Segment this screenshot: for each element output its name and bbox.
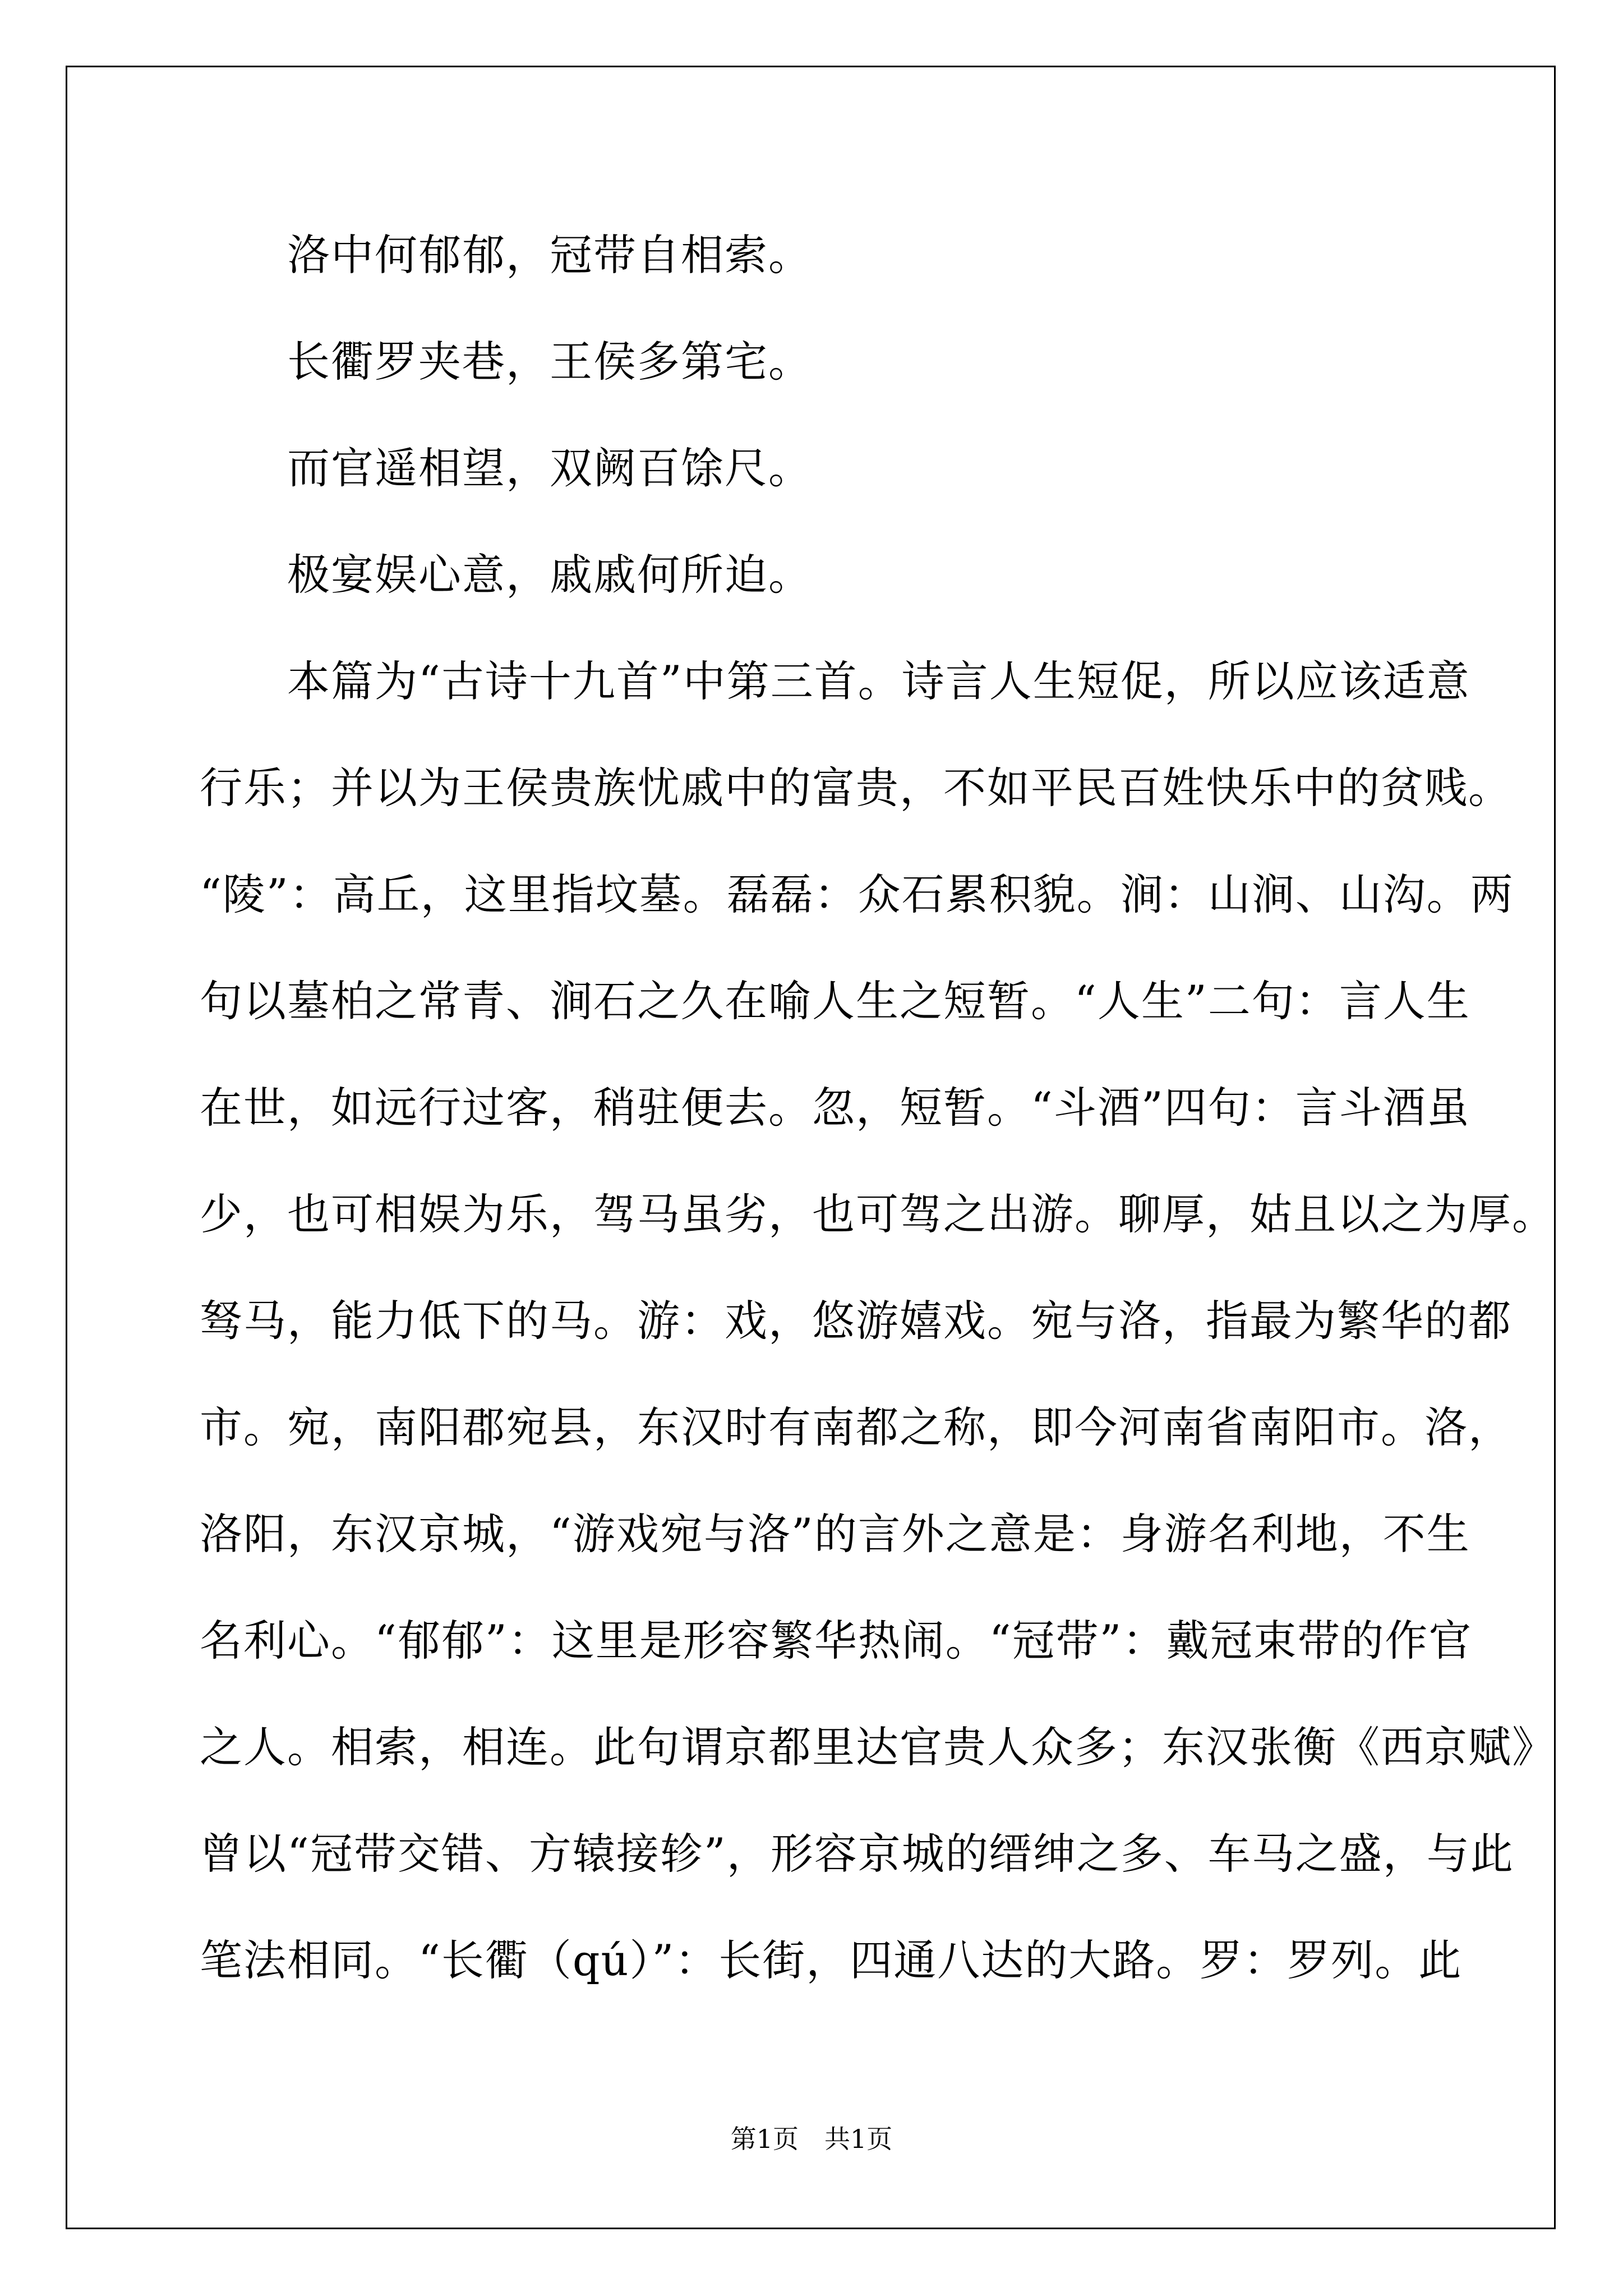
text-line: 市。宛，南阳郡宛县，东汉时有南都之称，即今河南省南阳市。洛， [200, 1402, 1512, 1452]
text-line: 而官遥相望，双阙百馀尺。 [200, 443, 812, 493]
text-line: 之人。相索，相连。此句谓京都里达官贵人众多；东汉张衡《西京赋》 [200, 1722, 1556, 1772]
text-line: 本篇为“古诗十九首”中第三首。诗言人生短促，所以应该适意 [200, 656, 1470, 706]
text-line: 曾以“冠带交错、方辕接轸”，形容京城的缙绅之多、车马之盛，与此 [200, 1829, 1514, 1879]
text-line: 名利心。“郁郁”：这里是形容繁华热闹。“冠带”：戴冠束带的作官 [200, 1616, 1473, 1665]
text-line: 笔法相同。“长衢（qú）”：长街，四通八达的大路。罗：罗列。此 [200, 1935, 1463, 1985]
text-line: 行乐；并以为王侯贵族忧戚中的富贵，不如平民百姓快乐中的贫贱。 [200, 763, 1512, 813]
text-line: 在世，如远行过客，稍驻便去。忽，短暂。“斗酒”四句：言斗酒虽 [200, 1083, 1470, 1133]
text-line: 长衢罗夹巷，王侯多第宅。 [200, 337, 812, 386]
text-line: 驽马，能力低下的马。游：戏，悠游嬉戏。宛与洛，指最为繁华的都 [200, 1296, 1512, 1346]
text-line: 少，也可相娱为乐，驾马虽劣，也可驾之出游。聊厚，姑且以之为厚。 [200, 1189, 1556, 1239]
text-line: 极宴娱心意，戚戚何所迫。 [200, 550, 812, 600]
text-line: 句以墓柏之常青、涧石之久在喻人生之短暂。“人生”二句：言人生 [200, 976, 1470, 1026]
page-footer: 第1页 共1页 [730, 2124, 893, 2154]
text-line: “陵”：高丘，这里指坟墓。磊磊：众石累积貌。涧：山涧、山沟。两 [200, 869, 1514, 919]
text-line: 洛中何郁郁，冠带自相索。 [200, 230, 812, 280]
text-line: 洛阳，东汉京城，“游戏宛与洛”的言外之意是：身游名利地，不生 [200, 1509, 1470, 1559]
